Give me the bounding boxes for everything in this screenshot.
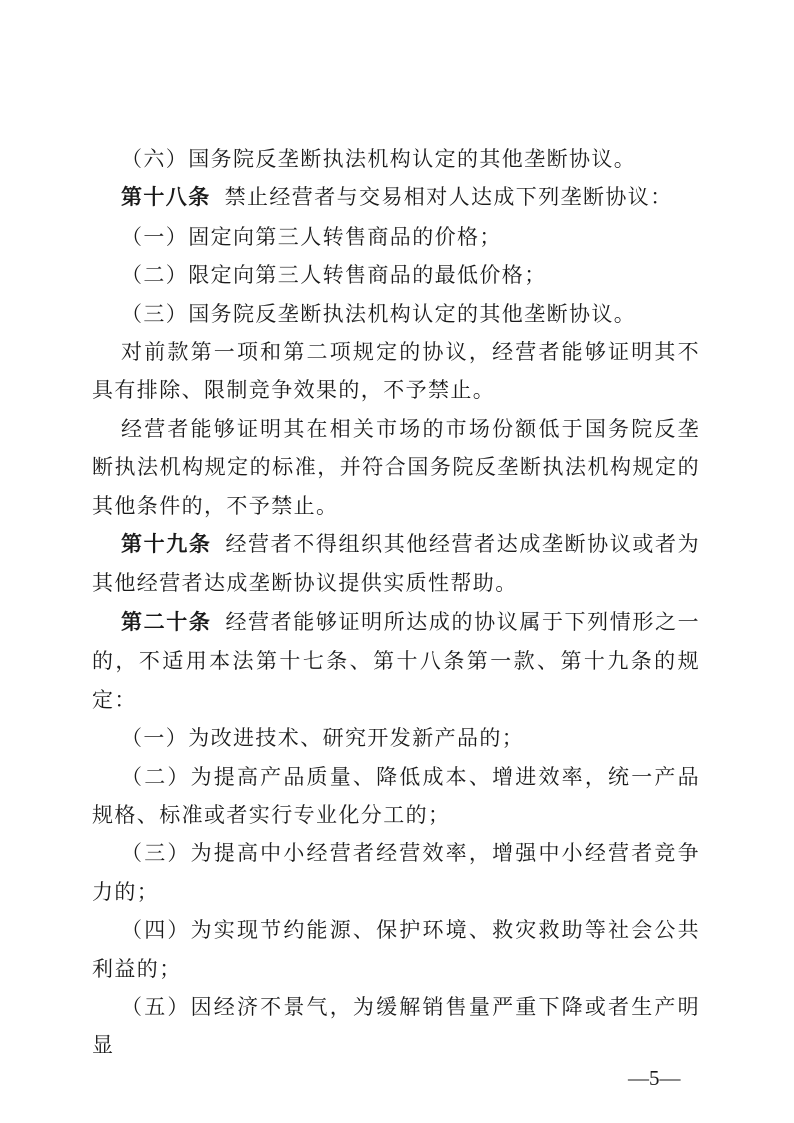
paragraph-text: （四）为实现节约能源、保护环境、救灾救助等社会公共利益的； <box>92 918 700 981</box>
paragraph-text: （一）固定向第三人转售商品的价格； <box>121 224 502 249</box>
paragraph <box>92 719 700 757</box>
paragraph-text: （三）为提高中小经营者经营效率，增强中小经营者竞争力的； <box>92 841 700 904</box>
paragraph-article-18 <box>92 178 700 217</box>
paragraph-text: 经营者不得组织其他经营者达成垄断协议或者为其他经营者达成垄断协议提供实质性帮助。 <box>92 532 700 596</box>
article-number: 第十八条 <box>121 186 211 210</box>
paragraph-text: （六）国务院反垄断执法机构认定的其他垄断协议。 <box>121 147 637 171</box>
paragraph <box>92 295 700 333</box>
paragraph-text: （一）为改进技术、研究开发新产品的； <box>121 726 525 751</box>
paragraph-article-19 <box>92 525 700 603</box>
paragraph-text: 经营者能够证明所达成的协议属于下列情形之一的，不适用本法第十七条、第十八条第一款、第十九条的规定： <box>92 609 700 712</box>
paragraph <box>92 333 700 410</box>
document-body <box>92 140 700 1065</box>
paragraph <box>92 140 700 178</box>
paragraph <box>92 911 700 988</box>
paragraph-text: （三）国务院反垄断执法机构认定的其他垄断协议。 <box>121 301 637 326</box>
article-number: 第十九条 <box>121 533 212 557</box>
paragraph-text: （二）限定向第三人转售商品的最低价格； <box>121 263 547 288</box>
paragraph-text: 经营者能够证明其在相关市场的市场份额低于国务院反垄断执法机构规定的标准，并符合国务院反垄断执法机构规定的其他条件的，不予禁止。 <box>92 416 700 518</box>
page-number: —5— <box>628 1066 681 1090</box>
paragraph <box>92 256 700 294</box>
paragraph-text: （五）因经济不景气，为缓解销售量严重下降或者生产明显 <box>92 994 700 1058</box>
paragraph-text: （二）为提高产品质量、降低成本、增进效率，统一产品规格、标准或者实行专业化分工的； <box>92 764 700 827</box>
paragraph <box>92 834 700 911</box>
paragraph-article-20 <box>92 603 700 719</box>
paragraph <box>92 758 700 835</box>
paragraph <box>92 218 700 256</box>
article-number: 第二十条 <box>121 610 212 634</box>
paragraph <box>92 410 700 525</box>
paragraph <box>92 988 700 1065</box>
paragraph-text: 禁止经营者与交易相对人达成下列垄断协议： <box>224 185 673 210</box>
paragraph-text: 对前款第一项和第二项规定的协议，经营者能够证明其不具有排除、限制竞争效果的，不予禁止。 <box>92 340 700 403</box>
